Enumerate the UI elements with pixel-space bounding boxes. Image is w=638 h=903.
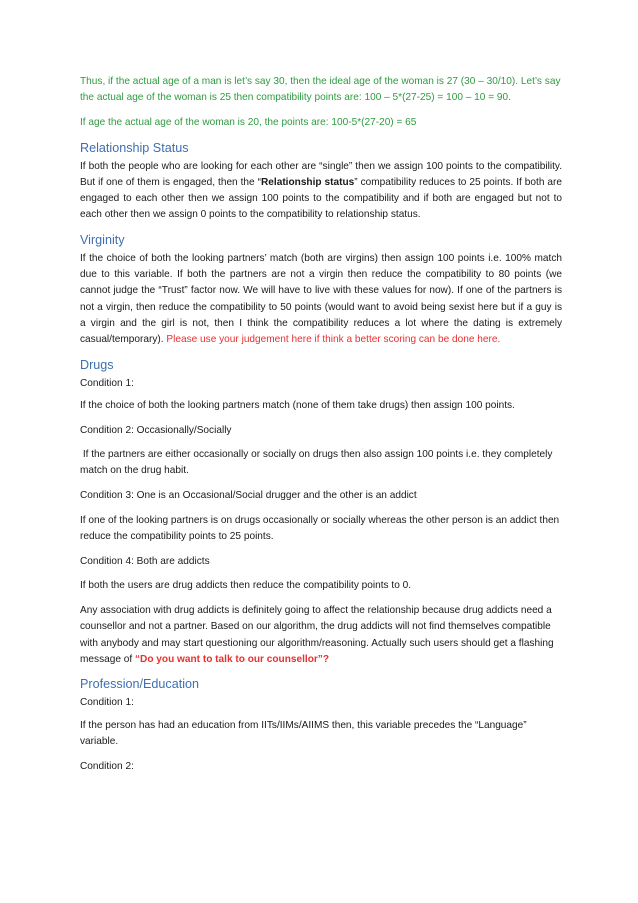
age-example-paragraph-2: If age the actual age of the woman is 20, the points are: 100-5*(27-20) = 65 xyxy=(80,116,417,128)
drugs-condition-1-label: Condition 1: xyxy=(80,377,134,389)
drugs-condition-4-label: Condition 4: Both are addicts xyxy=(80,555,210,567)
relationship-text-b: ” compatibility reduces to 25 points. If both are engaged to each other then we assign 100 points to the compatibility and if both are engaged but not to each other then we assign 0 points to the compatibility to relationship status. xyxy=(80,176,562,221)
drugs-condition-4-text: If both the users are drug addicts then reduce the compatibility points to 0. xyxy=(80,580,412,592)
drugs-condition-3-label: Condition 3: One is an Occasional/Social drugger and the other is an addict xyxy=(80,490,417,502)
virginity-text: If the choice of both the looking partners’ match (both are virgins) then assign 100 points i.e. 100% match due to this variable. If both the partners are not a virgin then reduce the compatibility to 80 points (we cannot judge the “Trust” factor now. We will have to live with these values for now). If one of the partners is not a virgin, then reduce the compatibility to 50 points (would want to avoid being sexist here but if a guy is a virgin and the girl is not, then I think the compatibility reduces a lot where the dating is extremely casual/temporary). xyxy=(80,252,562,345)
relationship-status-paragraph xyxy=(80,159,562,224)
drugs-condition-3-text: If one of the looking partners is on drugs occasionally or socially whereas the other person is an addict then reduce the compatibility points to 25 points. xyxy=(80,514,560,543)
virginity-heading: Virginity xyxy=(80,232,125,247)
drugs-heading: Drugs xyxy=(80,357,114,372)
drugs-condition-2-label: Condition 2: Occasionally/Socially xyxy=(80,424,232,436)
drugs-association-paragraph xyxy=(80,603,562,668)
relationship-status-heading: Relationship Status xyxy=(80,140,189,155)
virginity-red-note: Please use your judgement here if think a better scoring can be done here. xyxy=(166,333,501,345)
profession-condition-2-label: Condition 2: xyxy=(80,760,134,772)
relationship-text-a: If both the people who are looking for each other are “single” then we assign 100 points to the compatibility. But if one of them is engaged, then the “ xyxy=(80,160,562,188)
drugs-association-text: Any association with drug addicts is definitely going to affect the relationship because drug addicts need a counsellor and not a partner. Based on our algorithm, the drug addicts will not find themselves compatible with anybody and may start questioning our algorithm/reasoning. Actually such users should get a flashing message of xyxy=(80,605,554,665)
age-example-paragraph: Thus, if the actual age of a man is let’s say 30, then the ideal age of the woman is 27 (30 – 30/10). Let’s say the actual age of the woman is 25 then compatibility points are: 100 – 5*(27-25) = 100 – 10 = 90. xyxy=(80,76,561,104)
drugs-condition-2-text: If the partners are either occasionally or socially on drugs then also assign 100 points i.e. they completely match on the drug habit. xyxy=(80,449,556,477)
profession-education-heading: Profession/Education xyxy=(80,677,200,692)
counsellor-message: “Do you want to talk to our counsellor”? xyxy=(134,653,330,665)
profession-condition-1-text: If the person has had an education from IITs/IIMs/AIIMS then, this variable precedes the “Language” variable. xyxy=(80,719,527,747)
relationship-status-bold: Relationship status xyxy=(261,176,355,188)
profession-condition-1-label: Condition 1: xyxy=(80,697,134,709)
virginity-paragraph xyxy=(80,251,562,348)
drugs-condition-1-text: If the choice of both the looking partners match (none of them take drugs) then assign 100 points. xyxy=(80,399,515,411)
